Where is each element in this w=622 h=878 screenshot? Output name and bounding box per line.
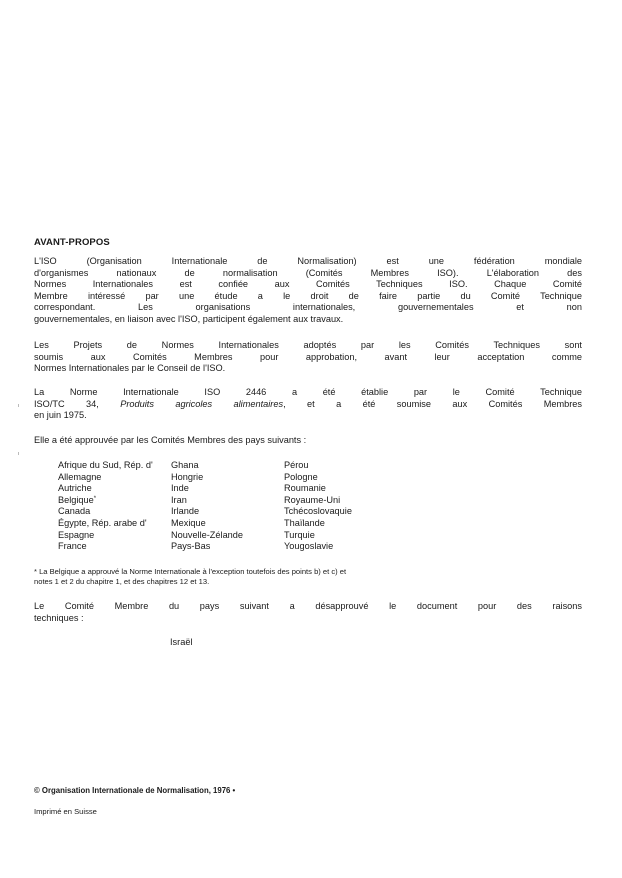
country-item: Autriche bbox=[58, 483, 92, 494]
disapproving-country: Israël bbox=[170, 637, 193, 647]
country-item: Nouvelle-Zélande bbox=[171, 529, 244, 540]
projects-paragraph bbox=[34, 340, 582, 375]
text-line: Les Projets de Normes Internationales adoptés par les Comités Techniques sont bbox=[34, 340, 582, 350]
text-line: d'organismes nationaux de normalisation (Comités Membres ISO). L'élaboration des bbox=[34, 267, 582, 278]
country-item: Afrique du Sud, Rép. d' bbox=[58, 460, 153, 470]
scan-mark bbox=[18, 452, 19, 455]
country-item: Pologne bbox=[284, 471, 318, 482]
text-fragment: , et a été soumise aux Comités Membres bbox=[283, 398, 583, 409]
country-item: Irlande bbox=[171, 506, 200, 517]
country-item: Tchécoslovaquie bbox=[284, 506, 352, 517]
country-item: Égypte, Rép. arabe d' bbox=[58, 517, 147, 528]
text-line: Normes Internationales par le Conseil de l'ISO. bbox=[34, 363, 226, 374]
footnote bbox=[34, 567, 582, 587]
country-item: Allemagne bbox=[58, 471, 102, 482]
country-column-3 bbox=[284, 460, 352, 553]
country-item: Thaïlande bbox=[284, 517, 325, 528]
country-item: Turquie bbox=[284, 529, 315, 540]
text-line: Normes Internationales est confiée aux Comités Techniques ISO. Chaque Comité bbox=[34, 279, 582, 290]
country-item: France bbox=[58, 541, 87, 552]
country-item: Ghana bbox=[171, 460, 199, 470]
section-heading: AVANT-PROPOS bbox=[34, 237, 110, 248]
committee-title: Produits agricoles alimentaires bbox=[120, 398, 284, 409]
text-line: La Norme Internationale ISO 2446 a été établie par le Comité Technique bbox=[34, 387, 582, 397]
country-item: Iran bbox=[171, 494, 187, 505]
country-item: Pérou bbox=[284, 460, 309, 470]
disapproval-paragraph bbox=[34, 601, 582, 624]
text-line: Membre intéressé par une étude a le droit de faire partie du Comité Technique bbox=[34, 290, 582, 301]
country-item: Yougoslavie bbox=[284, 541, 334, 552]
scan-mark bbox=[18, 404, 19, 407]
text-line: L'ISO (Organisation Internationale de Normalisation) est une fédération mondiale bbox=[34, 256, 582, 266]
footnote-line: notes 1 et 2 du chapitre 1, et des chapitres 12 et 13. bbox=[34, 577, 210, 586]
country-item: Espagne bbox=[58, 529, 95, 540]
footnote-line: * La Belgique a approuvé la Norme Internationale à l'exception toutefois des points b) et c) et bbox=[34, 567, 347, 576]
text-line: en juin 1975. bbox=[34, 410, 87, 421]
imprint-notice: Imprimé en Suisse bbox=[34, 807, 97, 816]
text-line: techniques : bbox=[34, 612, 84, 623]
country-item bbox=[58, 495, 153, 507]
text-line: correspondant. Les organisations internationales, gouvernementales et non bbox=[34, 302, 582, 313]
country-item: Canada bbox=[58, 506, 91, 517]
country-item: Inde bbox=[171, 483, 189, 494]
country-item: Hongrie bbox=[171, 471, 204, 482]
country-item: Royaume-Uni bbox=[284, 494, 341, 505]
country-item: Pays-Bas bbox=[171, 541, 211, 552]
copyright-notice: © Organisation Internationale de Normalisation, 1976 • bbox=[34, 786, 236, 795]
committee-ref: ISO/TC 34, bbox=[34, 398, 99, 409]
country-name: Belgique bbox=[58, 494, 94, 505]
footnote-mark: * bbox=[93, 495, 97, 502]
text-line: gouvernementales, en liaison avec l'ISO, participent également aux travaux. bbox=[34, 313, 344, 324]
approval-paragraph bbox=[34, 435, 582, 447]
country-column-2 bbox=[171, 460, 243, 553]
country-item: Mexique bbox=[171, 517, 206, 528]
text-line: soumis aux Comités Membres pour approbation, avant leur acceptation comme bbox=[34, 351, 582, 362]
text-line: Elle a été approuvée par les Comités Membres des pays suivants : bbox=[34, 435, 307, 445]
country-column-1 bbox=[58, 460, 153, 553]
text-line: Le Comité Membre du pays suivant a désapprouvé le document pour des raisons bbox=[34, 601, 582, 611]
text-line bbox=[34, 399, 582, 411]
intro-paragraph bbox=[34, 256, 582, 326]
country-item: Roumanie bbox=[284, 483, 326, 494]
standard-paragraph bbox=[34, 387, 582, 422]
